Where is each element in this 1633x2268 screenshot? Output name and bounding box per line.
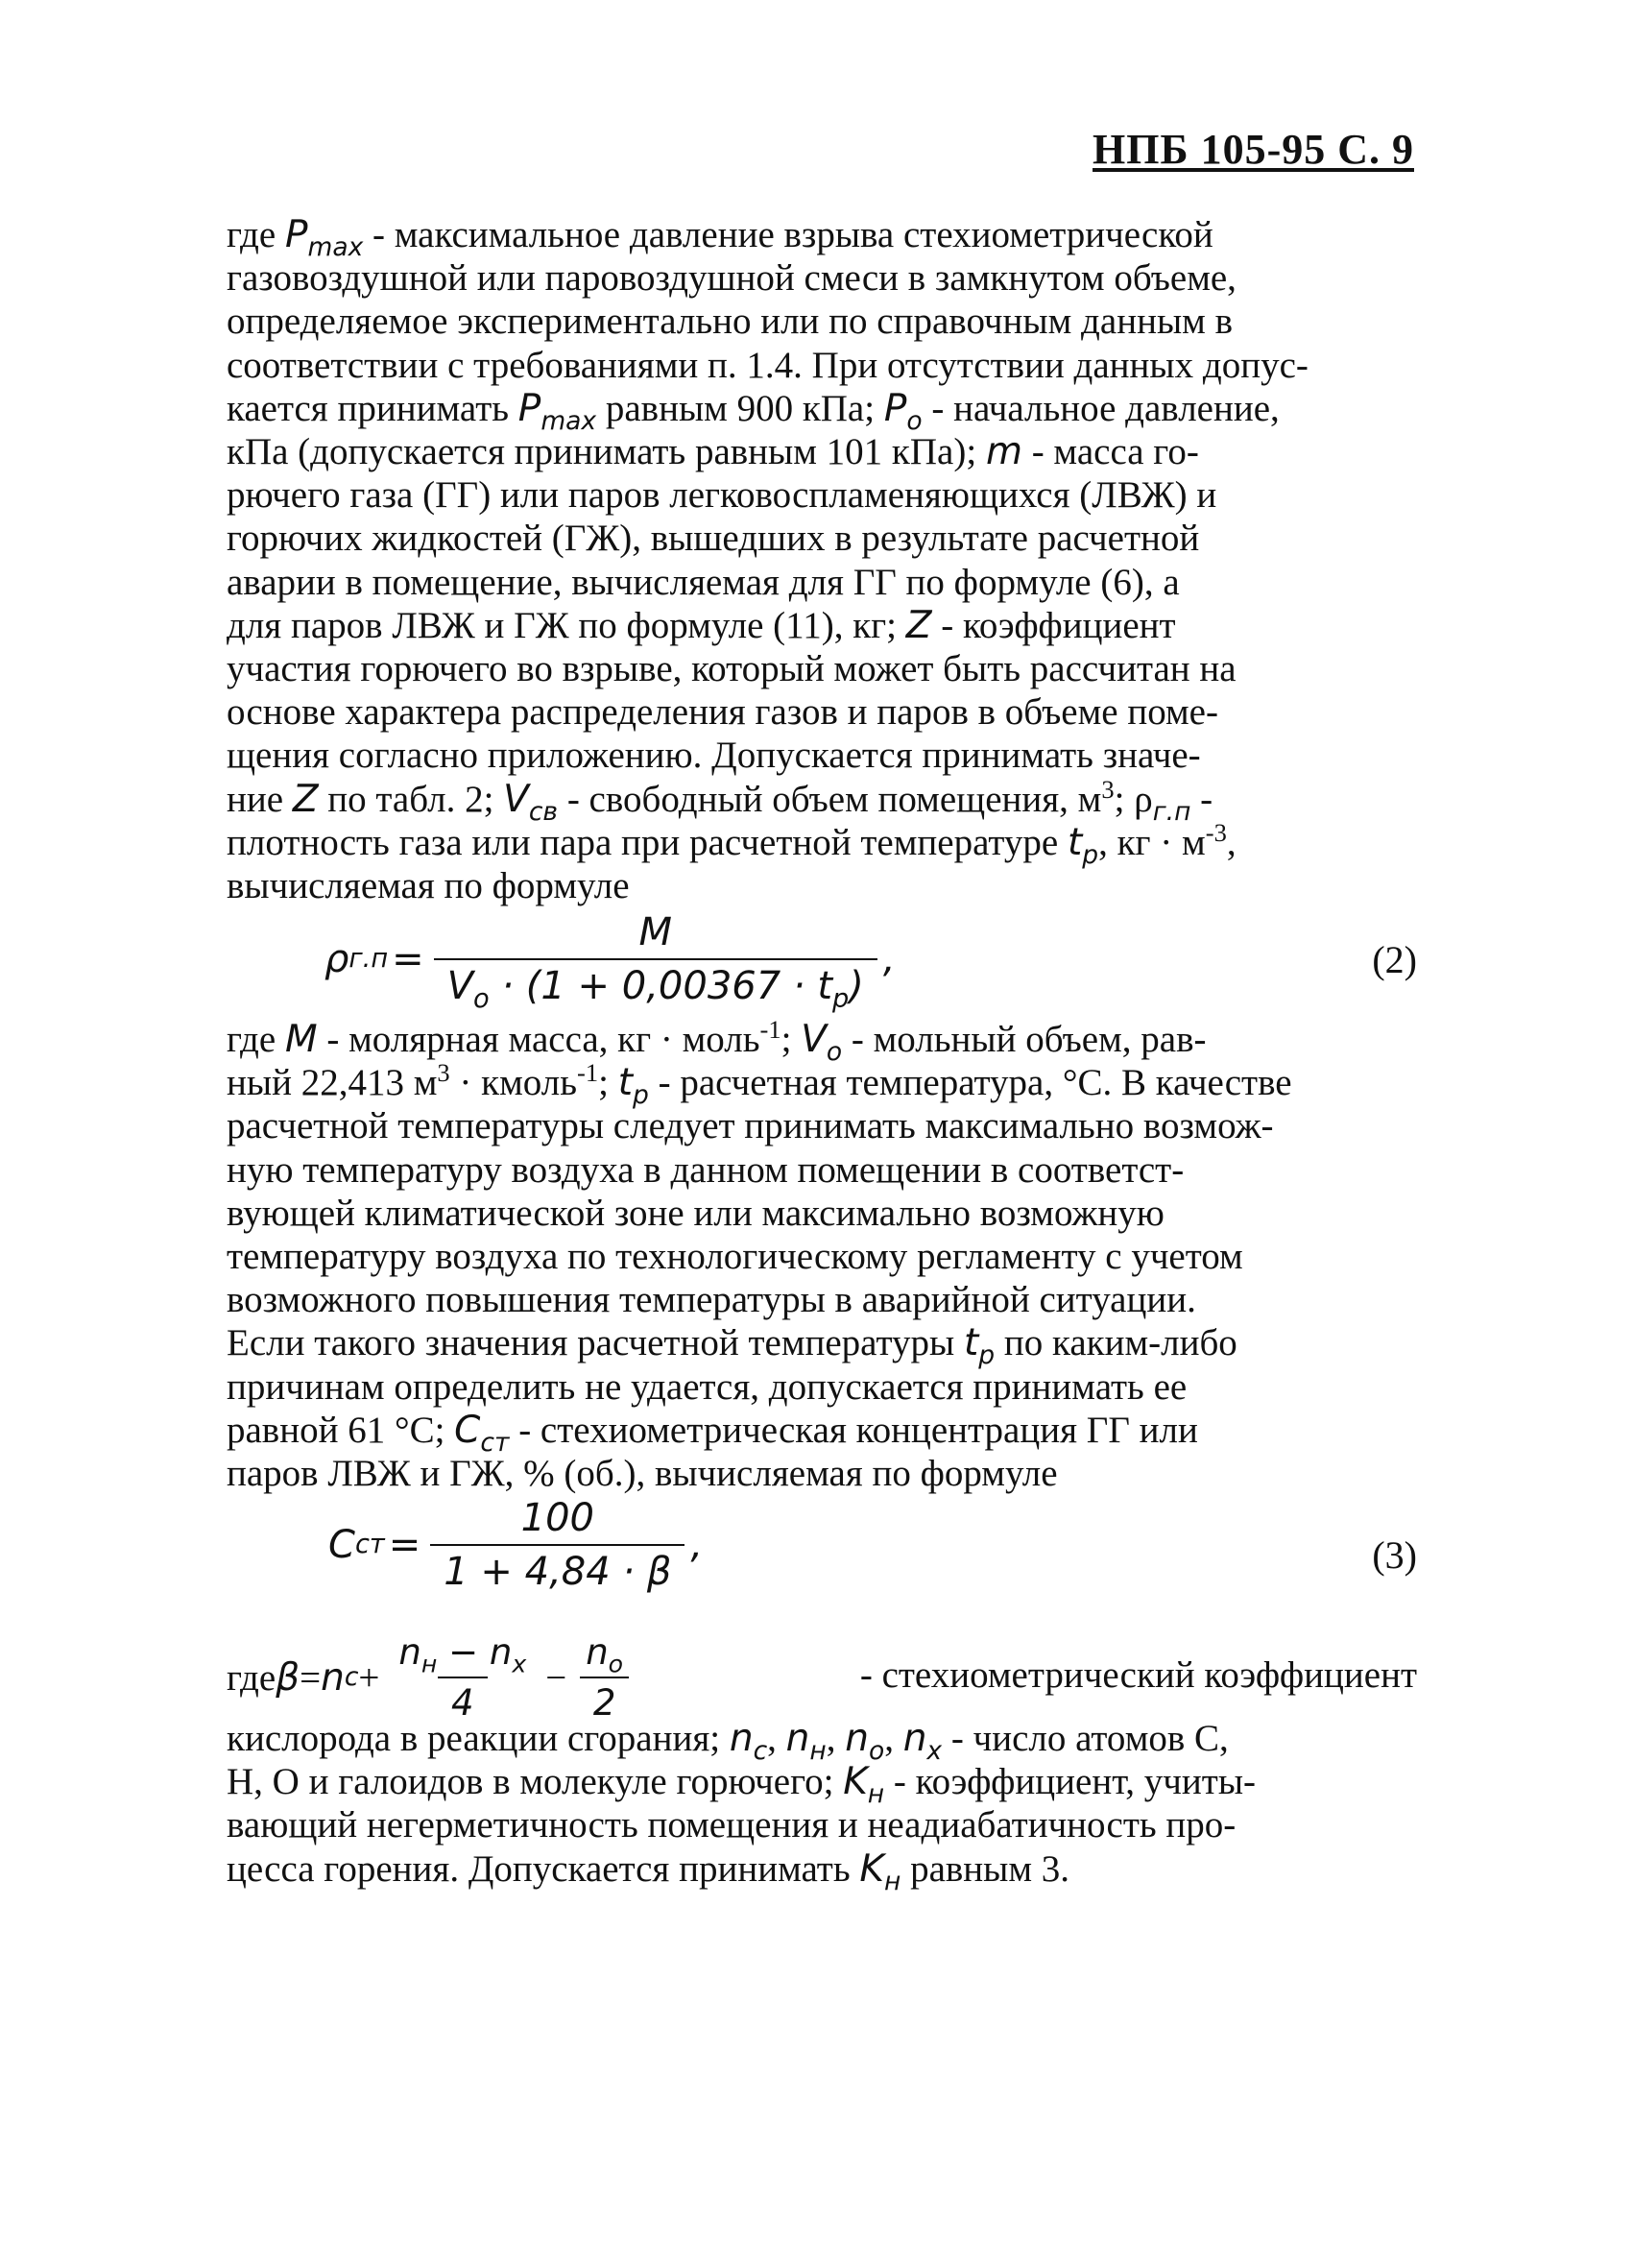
beta-definition	[227, 1625, 1417, 1730]
beta-suffix: - стехиометрический коэффициент	[859, 1654, 1417, 1696]
text-line: аварии в помещение, вычисляемая для ГГ по формуле (6), а	[227, 561, 1180, 603]
equation-number-2: (2)	[1372, 938, 1417, 981]
paragraph-1	[227, 213, 1417, 907]
text-line: газовоздушной или паровоздушной смеси в замкнутом объеме,	[227, 257, 1237, 300]
text-line: основе характера распределения газов и паров в объеме поме-	[227, 691, 1218, 734]
equation-number-3: (3)	[1372, 1533, 1417, 1577]
text-line: для паров ЛВЖ и ГЖ по формуле (11), кг; Z - коэффициент	[227, 603, 1176, 647]
text-line: определяемое экспериментально или по справочным данным в	[227, 301, 1233, 343]
beta-fraction-2: $\frac{n_o}{2}$	[572, 1631, 636, 1724]
text-line: паров ЛВЖ и ГЖ, % (об.), вычисляемая по формуле	[227, 1453, 1058, 1495]
text-line: кается принимать $P_{max}$ равным 900 кПа; $P_o$ - начальное давление,	[227, 386, 1280, 436]
paragraph-3	[227, 1717, 1417, 1896]
text-line: расчетной температуры следует принимать максимально возмож-	[227, 1105, 1274, 1147]
beta-fraction-1: $\frac{n_н - n_x}{4}$	[398, 1631, 527, 1724]
text-line: соответствии с требованиями п. 1.4. При отсутствии данных допус-	[227, 344, 1309, 386]
text-line: где $P_{max}$ - максимальное давление взрыва стехиометрической	[227, 213, 1213, 262]
text-line: ние Z по табл. 2; $V_{св}$ - свободный объем помещения, $м^3$; $\rho_{г.п}$ -	[227, 774, 1213, 827]
text-line: вующей климатической зоне или максимально возможную	[227, 1192, 1165, 1234]
text-line: ный 22,413 $м^3$ · кмоль$^{-1}$; $t_p$ - расчетная температура, °С. В качестве	[227, 1058, 1292, 1110]
text-line: щения согласно приложению. Допускается принимать значе-	[227, 735, 1201, 777]
formula-3-body: C ст = $\frac{100}{1 + 4,84 \cdot \beta}$ ,	[328, 1496, 704, 1594]
text-line: ную температуру воздуха в данном помещении в соответст-	[227, 1148, 1185, 1191]
beta-expression: где β = n c + $\frac{n_н - n_x}{4}$ − $\frac{n_o}{2}$	[227, 1625, 642, 1730]
page-header: НПБ 105-95 С. 9	[1093, 126, 1414, 173]
text-line: Н, О и галоидов в молекуле горючего; $K_н$ - коэффициент, учиты-	[227, 1760, 1257, 1809]
text-line: причинам определить не удается, допускается принимать ее	[227, 1365, 1188, 1408]
text-line: возможного повышения температуры в аварийной ситуации.	[227, 1279, 1196, 1321]
text-line: цесса горения. Допускается принимать $K_н$ равным 3.	[227, 1846, 1070, 1896]
text-line: где M - молярная масса, кг · моль$^{-1}$; $V_o$ - мольный объем, рав-	[227, 1015, 1207, 1067]
text-line: температуру воздуха по технологическому регламенту с учетом	[227, 1236, 1243, 1278]
text-line: вычисляемая по формуле	[227, 865, 630, 907]
text-line: Если такого значения расчетной температуры $t_p$ по каким-либо	[227, 1321, 1237, 1371]
formula-3-fraction: $\frac{100}{1 + 4,84 \cdot \beta}$	[430, 1496, 684, 1594]
formula-2-fraction: $\frac{M}{V_o \cdot (1 + 0,00367 \cdot t_p)}$	[434, 910, 877, 1008]
text-line: рючего газа (ГГ) или паров легковоспламеняющихся (ЛВЖ) и	[227, 474, 1217, 517]
text-line: равной 61 °С; $C_{ст}$ - стехиометрическая концентрация ГГ или	[227, 1408, 1198, 1458]
text-line: горючих жидкостей (ГЖ), вышедших в результате расчетной	[227, 518, 1200, 560]
formula-2-body: ρ г.п = $\frac{M}{V_o \cdot (1 + 0,00367 \cdot t_p)}$ ,	[324, 910, 896, 1014]
text-line: участия горючего во взрыве, который может быть рассчитан на	[227, 648, 1237, 690]
formula-2	[227, 910, 1417, 1035]
paragraph-2	[227, 1015, 1417, 1495]
text-line: кислорода в реакции сгорания; $n_c$, $n_н$, $n_o$, $n_x$ - число атомов С,	[227, 1717, 1229, 1766]
text-line: вающий негерметичность помещения и неадиабатичность про-	[227, 1804, 1237, 1846]
formula-3	[227, 1496, 1417, 1621]
text-line: кПа (допускается принимать равным 101 кПа); m - масса го-	[227, 430, 1199, 474]
text-line: плотность газа или пара при расчетной температуре $t_p$, кг · $м^{-3}$,	[227, 817, 1237, 870]
